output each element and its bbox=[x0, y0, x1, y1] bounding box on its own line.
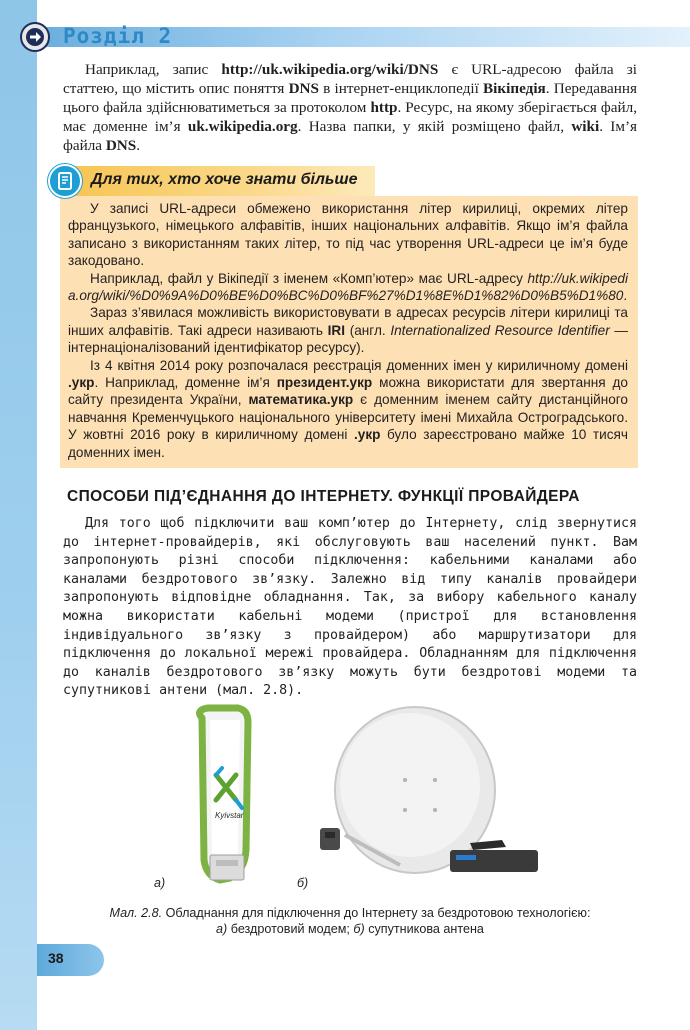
info-book-icon bbox=[48, 164, 82, 198]
figure-caption: Мал. 2.8. Обладнання для підключення до Інтернету за бездротовою технологією: а) бездротовий модем; б) супутникова антена bbox=[109, 906, 591, 936]
section-heading: СПОСОБИ ПІД’ЄДНАННЯ ДО ІНТЕРНЕТУ. ФУНКЦІЇ ПРОВАЙДЕРА bbox=[67, 488, 580, 505]
info-paragraph: Наприклад, файл у Вікіпедії з іменем «Комп’ютер» має URL-адресу http://uk.wikipedia.org/wiki/%D0%9A%D0%BE%D0%BC%D0%BF%27%D1%8E%D1%82%D0%B5%D1%80. bbox=[68, 270, 628, 304]
intro-paragraph: Наприклад, запис http://uk.wikipedia.org/wiki/DNS є URL-адресою файла зі статтею, що містить опис поняття DNS в інтернет-енциклопедії Вікіпедія. Передавання цього файла здійснюватиметься за протоколом http. Ресурс, на якому зберігається файл, має доменне ім’я uk.wikipedia.org. Назва папки, у якій розміщено файл, wiki. Ім’я файла DNS. bbox=[63, 61, 638, 154]
info-paragraph: Зараз з’явилася можливість використовувати в адресах ресурсів літери кирилиці та інших алфавітів. Такі адреси називають IRI (англ. Internationalized Resource Identifier — інтернаціоналізований ідентифікатор ресурсу). bbox=[68, 305, 628, 356]
info-paragraph: Із 4 квітня 2014 року розпочалася реєстрація доменних імен у кириличному домені .укр. Наприклад, доменне ім’я президент.укр можна використати для звертання до сайту президента України, математика.укр є доменним іменем сайту дистанційного навчання Кременчуцького національного університету імені Михайла Остроградського. У жовтні 2016 року в кириличному домені .укр було зареєстровано майже 10 тисяч доменних імен. bbox=[68, 357, 628, 460]
section-body: Для того щоб підключити ваш комп’ютер до Інтернету, слід звернутися до інтернет-провайдерів, які обслуговують ваш населений пункт. Вам запропонують різні способи підключення: кабельними каналами або каналами бездротового зв’язку. Залежно від типу каналів провайдери запропонують відповідне обладнання. Так, за вибору кабельного каналу можна використати кабельні модеми (пристрої для встановлення індивідуального зв’язку з провайдером) або маршрутизатори для підключення до локальної мережі провайдера. Обладнанням для підключення до каналів бездротового зв’язку можуть бути бездротові модеми та супутникові антени (мал. 2.8). bbox=[63, 516, 637, 699]
satellite-dish-image bbox=[320, 707, 538, 873]
left-margin-strip bbox=[0, 0, 37, 1030]
info-paragraph: У записі URL-адреси обмежено використання літер кирилиці, окремих літер французького, німецького алфавітів, інших національних алфавітів. Якщо ім’я файла записано з використанням таких літер, то під час утворення URL-адреси це ім’я буде закодовано. bbox=[68, 201, 628, 269]
modem-brand-label: Kyivstar bbox=[215, 811, 244, 820]
url-example: http://uk.wikipedia.org/wiki/DNS bbox=[221, 61, 439, 78]
figure-label-b: б) bbox=[297, 876, 309, 890]
figure-2-8 bbox=[150, 700, 550, 890]
arrow-right-icon bbox=[20, 22, 50, 52]
figure-label-a: а) bbox=[154, 876, 166, 890]
page-number: 38 bbox=[48, 950, 64, 966]
usb-modem-image bbox=[200, 708, 248, 880]
info-box-title: Для тих, хто хоче знати більше bbox=[91, 171, 358, 188]
info-box-text bbox=[68, 200, 628, 461]
section-title: Розділ 2 bbox=[63, 24, 173, 48]
